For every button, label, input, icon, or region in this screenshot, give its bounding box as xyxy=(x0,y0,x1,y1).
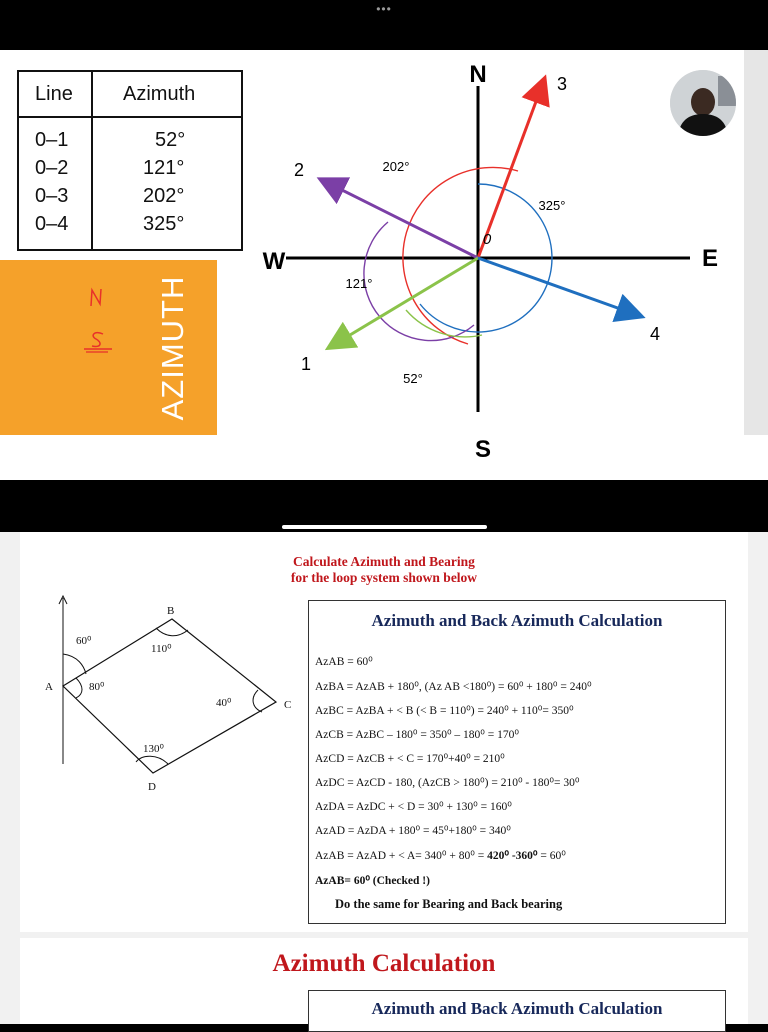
calc-line: AzAB = 60⁰ xyxy=(315,656,373,668)
calculation-box xyxy=(308,600,726,924)
calc-line: AzDA = AzDC + < D = 30⁰ + 130⁰ = 160⁰ xyxy=(315,801,512,813)
compass-diagram xyxy=(250,50,730,470)
calculation-box-2-title: Azimuth and Back Azimuth Calculation xyxy=(371,999,663,1018)
table-header-line: Line xyxy=(35,83,73,105)
line-2 xyxy=(322,180,478,258)
azimuth-side-label: AZIMUTH xyxy=(155,275,190,421)
calc-line-final: AzAB = AzAD + < A= 340⁰ + 80⁰ = 420⁰ -360⁰ = 60⁰ xyxy=(315,850,566,862)
line-label-2: 2 xyxy=(293,160,305,180)
point-b: B xyxy=(167,605,175,617)
angle-b: 110⁰ xyxy=(151,643,172,655)
calculation-box-title: Azimuth and Back Azimuth Calculation xyxy=(371,611,663,630)
checked-line: AzAB= 60⁰ (Checked !) xyxy=(315,875,430,887)
line-4 xyxy=(478,258,640,316)
north-label: N xyxy=(469,61,487,88)
calc-line: AzAD = AzDA + 180⁰ = 45⁰+180⁰ = 340⁰ xyxy=(315,825,511,837)
line-label-1: 1 xyxy=(300,354,312,374)
point-c: C xyxy=(284,699,292,711)
line-label-4: 4 xyxy=(649,324,661,344)
slide-panel xyxy=(0,50,768,480)
calc-line: AzCB = AzBC – 180⁰ = 350⁰ – 180⁰ = 170⁰ xyxy=(315,729,520,741)
line-label-3: 3 xyxy=(556,74,568,94)
calculation-box-2 xyxy=(308,990,726,1032)
more-dots-icon[interactable]: ••• xyxy=(376,2,392,16)
table-row-line: 0–2 xyxy=(35,157,69,179)
presenter-avatar[interactable] xyxy=(670,70,736,136)
angle-label-121: 121° xyxy=(345,276,373,291)
point-a: A xyxy=(45,681,53,693)
west-label: W xyxy=(262,248,286,275)
scroll-strip[interactable] xyxy=(744,50,768,435)
table-row-line: 0–3 xyxy=(35,185,69,207)
angle-d: 130⁰ xyxy=(143,743,164,755)
loop-figure xyxy=(38,594,308,794)
point-d: D xyxy=(148,781,156,793)
angle-label-52: 52° xyxy=(403,371,423,386)
section-heading: Azimuth Calculation xyxy=(272,950,496,977)
home-indicator[interactable] xyxy=(282,525,487,529)
calc-line: AzCD = AzCB + < C = 170⁰+40⁰ = 210⁰ xyxy=(315,753,505,765)
table-row-azimuth: 121° xyxy=(143,157,185,179)
angle-c: 40⁰ xyxy=(216,697,232,709)
table-row-line: 0–4 xyxy=(35,213,69,235)
angle-label-325: 325° xyxy=(538,198,566,213)
instruction-line: Do the same for Bearing and Back bearing xyxy=(335,897,563,911)
table-row-azimuth: 325° xyxy=(143,213,185,235)
table-header-azimuth: Azimuth xyxy=(123,83,196,105)
calc-line: AzDC = AzCD - 180, (AzCB > 180⁰) = 210⁰ - 180⁰= 30⁰ xyxy=(315,777,580,789)
angle-a-top: 60⁰ xyxy=(76,635,92,647)
south-label: S xyxy=(474,436,492,463)
azimuth-table xyxy=(17,70,243,251)
origin-label: 0 xyxy=(482,231,492,248)
table-row-azimuth: 202° xyxy=(143,185,185,207)
calculate-title-line1: Calculate Azimuth and Bearing xyxy=(293,554,475,569)
calc-line: AzBC = AzBA + < B (< B = 110⁰) = 240⁰ + 110⁰= 350⁰ xyxy=(315,705,574,717)
calc-line: AzBA = AzAB + 180⁰, (Az AB <180⁰) = 60⁰ + 180⁰ = 240⁰ xyxy=(315,681,592,693)
document-page xyxy=(0,532,768,1024)
table-row-line: 0–1 xyxy=(35,129,69,151)
angle-a: 80⁰ xyxy=(89,681,105,693)
angle-label-202: 202° xyxy=(382,159,410,174)
table-row-azimuth: 52° xyxy=(155,129,186,151)
calculate-title xyxy=(0,554,768,586)
handwritten-ns-annotation xyxy=(76,286,116,356)
east-label: E xyxy=(701,245,719,272)
calculate-title-line2: for the loop system shown below xyxy=(290,570,478,585)
